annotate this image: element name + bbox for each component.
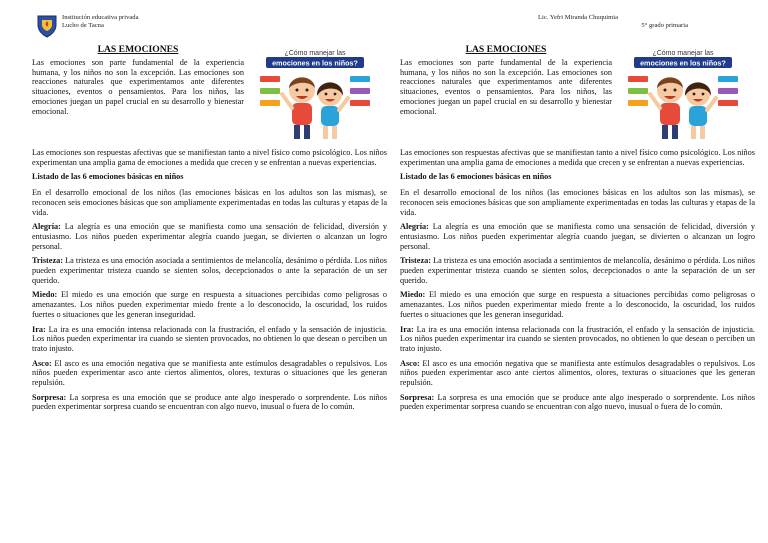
emotion-asco (400, 359, 755, 388)
page-title: LAS EMOCIONES (465, 44, 547, 55)
emotion-miedo (400, 290, 755, 319)
emotion-description: La sorpresa es una emoción que se produce ante algo inesperado o sorprendente. Los niños pueden experimentar sorpresa cuando se encuentran con algo nuevo, inusual o fuera de lo común. (400, 392, 755, 412)
emotion-term: Sorpresa: (32, 392, 67, 402)
section-subtitle: Listado de las 6 emociones básicas en niños (32, 172, 184, 182)
illustration-banner-text: emociones en los niños? (640, 58, 726, 68)
intro-paragraph: Las emociones son parte fundamental de la experiencia humana, y los niños no son la excepción. Las emociones son reacciones naturales que experimentamos ante diferentes situaciones, eventos o pensamientos. Para los niños, las emociones juegan un papel crucial en su desarrollo y bienestar emocional. (32, 58, 244, 116)
emotion-tag (350, 100, 370, 106)
paragraph-2: Las emociones son respuestas afectivas que se manifiestan tanto a nivel físico como psicológico. Los niños experimentan una amplia gama de emociones a medida que crecen y se enfrentan a nuevas experiencias. (400, 148, 755, 167)
header-right (538, 14, 688, 30)
emotion-tag (260, 76, 280, 82)
emotions-illustration (628, 48, 738, 144)
emotion-term: Miedo: (32, 290, 58, 300)
emotion-tag (628, 76, 648, 82)
emotion-tag (260, 88, 280, 94)
section-subtitle: Listado de las 6 emociones básicas en niños (400, 172, 552, 182)
emotion-tristeza (400, 256, 755, 285)
emotion-tag (718, 88, 738, 94)
emotion-asco (32, 359, 387, 388)
emotion-description: La tristeza es una emoción asociada a sentimientos de melancolía, desánimo o pérdida. Los niños pueden experimentar tristeza cuando se sienten solos, decepcionados o ante la separación de un ser querido. (32, 256, 387, 285)
emotion-description: La alegría es una emoción que se manifiesta como una sensación de felicidad, diversión y entusiasmo. Los niños pueden experimentar alegría cuando juegan, se divierten o alcanzan un logro personal. (32, 222, 387, 251)
emotion-tag (350, 76, 370, 82)
emotion-term: Asco: (400, 358, 420, 368)
emotion-sorpresa (32, 393, 387, 412)
emotion-description: El miedo es una emoción que surge en respuesta a situaciones percibidas como peligrosas o amenazantes. Los niños pueden experimentar miedo frente a lo desconocido, la oscuridad, los ruidos fuertes o situaciones que les generan inseguridad. (400, 290, 755, 319)
emotion-description: La ira es una emoción intensa relacionada con la frustración, el enfado y la sensación de injusticia. Los niños pueden experimentar ira cuando se sienten provocados, no obtienen lo que desean o perciben un trato injusto. (32, 324, 387, 353)
emotion-description: El asco es una emoción negativa que se manifiesta ante estímulos desagradables o repulsivos. Los niños pueden experimentar asco ante ciertos alimentos, olores, texturas o situaciones que les generan repulsión. (400, 358, 755, 388)
page-column-right (400, 44, 755, 417)
emotion-sorpresa (400, 393, 755, 412)
paragraph-3: En el desarrollo emocional de los niños (las emociones básicas en los adultos son las mismas), se reconocen seis emociones básicas que son ampliamente experimentadas en todas las culturas y etapas de la vida. (32, 188, 387, 217)
top-section (32, 44, 387, 148)
emotion-ira (400, 325, 755, 354)
page-column-left (32, 44, 387, 417)
grade-label: 5° grado primaria (641, 22, 688, 29)
illustration-caption: ¿Cómo manejar las (652, 50, 714, 57)
emotion-tag (718, 100, 738, 106)
intro-paragraph: Las emociones son parte fundamental de la experiencia humana, y los niños no son la excepción. Las emociones son reacciones naturales que experimentamos ante diferentes situaciones, eventos o pensamientos. Para los niños, las emociones juegan un papel crucial en su desarrollo y bienestar emocional. (400, 58, 612, 116)
emotion-description: La sorpresa es una emoción que se produce ante algo inesperado o sorprendente. Los niños pueden experimentar sorpresa cuando se encuentran con algo nuevo, inusual o fuera de lo común. (32, 392, 387, 412)
header-left (36, 14, 139, 38)
teacher-name: Lic. Yefri Miranda Chuquimia (538, 14, 619, 21)
girl-cartoon-icon (685, 82, 716, 139)
page-title: LAS EMOCIONES (97, 44, 179, 55)
top-section (400, 44, 755, 148)
emotions-illustration (260, 48, 370, 144)
emotion-alegria (400, 222, 755, 251)
institution-line2: Lucho de Tacna (62, 22, 104, 29)
emotion-description: El asco es una emoción negativa que se manifiesta ante estímulos desagradables o repulsivos. Los niños pueden experimentar asco ante ciertos alimentos, olores, texturas o situaciones que les generan repulsión. (32, 358, 387, 388)
illustration-banner-text: emociones en los niños? (272, 58, 358, 68)
emotion-tag (628, 100, 648, 106)
emotion-term: Tristeza: (400, 256, 431, 266)
emotion-term: Ira: (32, 324, 46, 334)
emotion-tag (718, 76, 738, 82)
emotion-alegria (32, 222, 387, 251)
emotion-description: La tristeza es una emoción asociada a sentimientos de melancolía, desánimo o pérdida. Los niños pueden experimentar tristeza cuando se sienten solos, decepcionados o ante la separación de un ser querido. (400, 256, 755, 285)
emotion-tag (350, 88, 370, 94)
school-shield-icon (36, 14, 58, 38)
emotion-description: La alegría es una emoción que se manifiesta como una sensación de felicidad, diversión y entusiasmo. Los niños pueden experimentar alegría cuando juegan, se divierten o alcanzan un logro personal. (400, 222, 755, 251)
girl-cartoon-icon (317, 82, 348, 139)
emotion-ira (32, 325, 387, 354)
institution-line1: Institución educativa privada (62, 14, 139, 21)
emotion-term: Miedo: (400, 290, 426, 300)
emotion-term: Asco: (32, 358, 52, 368)
boy-cartoon-icon (282, 77, 315, 139)
boy-cartoon-icon (650, 77, 683, 139)
emotion-description: La ira es una emoción intensa relacionada con la frustración, el enfado y la sensación de injusticia. Los niños pueden experimentar ira cuando se sienten provocados, no obtienen lo que desean o perciben un trato injusto. (400, 324, 755, 353)
paragraph-2: Las emociones son respuestas afectivas que se manifiestan tanto a nivel físico como psicológico. Los niños experimentan una amplia gama de emociones a medida que crecen y se enfrentan a nuevas experiencias. (32, 148, 387, 167)
emotion-description: El miedo es una emoción que surge en respuesta a situaciones percibidas como peligrosas o amenazantes. Los niños pueden experimentar miedo frente a lo desconocido, la oscuridad, los ruidos fuertes o situaciones que les generan inseguridad. (32, 290, 387, 319)
emotion-tag (260, 100, 280, 106)
emotion-tristeza (32, 256, 387, 285)
emotion-term: Ira: (400, 324, 414, 334)
paragraph-3: En el desarrollo emocional de los niños (las emociones básicas en los adultos son las mismas), se reconocen seis emociones básicas que son ampliamente experimentadas en todas las culturas y etapas de la vida. (400, 188, 755, 217)
emotion-term: Tristeza: (32, 256, 63, 266)
emotion-term: Sorpresa: (400, 392, 435, 402)
emotion-tag (628, 88, 648, 94)
emotion-miedo (32, 290, 387, 319)
illustration-caption: ¿Cómo manejar las (284, 50, 346, 57)
emotion-term: Alegría: (400, 222, 429, 232)
emotion-term: Alegría: (32, 222, 61, 232)
